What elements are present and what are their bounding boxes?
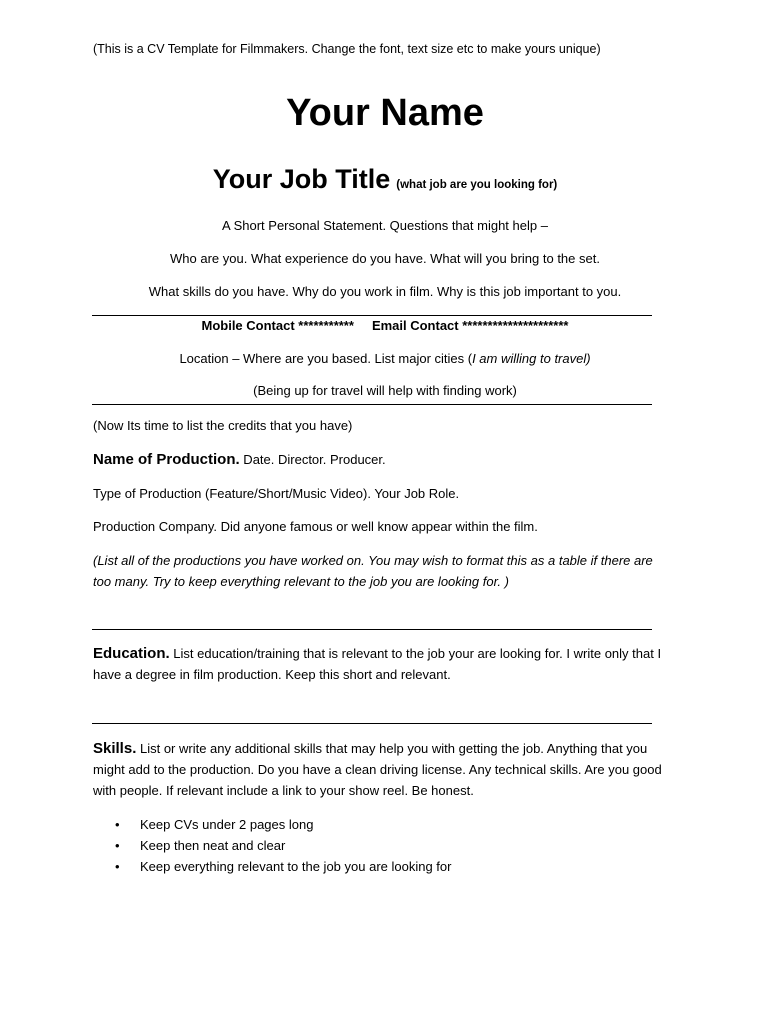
production-heading: Name of Production. (93, 451, 240, 468)
mobile-contact: Mobile Contact *********** (201, 318, 354, 333)
location-text: Location – Where are you based. List major cities ( (179, 351, 473, 366)
email-contact: Email Contact ********************* (371, 318, 569, 333)
bullet-icon: • (115, 859, 120, 874)
bullet-icon: • (115, 838, 120, 853)
tips-list (93, 814, 451, 877)
productions-list-note: (List all of the productions you have worked on. You may wish to format this as a table if there are too many. Try to keep everything relevant to the job you are looking for. ) (93, 553, 653, 589)
skills-section (93, 738, 668, 801)
divider-top-contact (92, 315, 652, 316)
job-title-line (0, 164, 770, 195)
job-title: Your Job Title (212, 164, 391, 194)
job-title-hint: (what job are you looking for) (396, 179, 558, 191)
list-item (93, 814, 451, 835)
bullet-icon: • (115, 817, 120, 832)
skills-heading: Skills. (93, 740, 137, 757)
statement-line-3: What skills do you have. Why do you work in film. Why is this job important to you. (148, 284, 622, 299)
production-line (93, 451, 386, 468)
skills-text: List or write any additional skills that may help you with getting the job. Anything that you might add to the production. Do you have a clean driving license. Any technical skills. Are you good with people. If relevant include a link to your show reel. Be honest. (93, 741, 662, 798)
education-section (93, 643, 668, 685)
list-item-text: Keep everything relevant to the job you are looking for (140, 859, 452, 874)
statement-line-1: A Short Personal Statement. Questions that might help – (222, 218, 548, 233)
contact-line (0, 318, 770, 333)
name-heading: Your Name (286, 92, 484, 134)
education-text: List education/training that is relevant to the job your are looking for. I write only that I have a degree in film production. Keep this short and relevant. (93, 646, 662, 682)
education-heading: Education. (93, 645, 170, 662)
list-item-text: Keep CVs under 2 pages long (140, 817, 314, 832)
divider-education (92, 629, 652, 630)
production-company-line: Production Company. Did anyone famous or well know appear within the film. (93, 519, 538, 534)
template-note: (This is a CV Template for Filmmakers. Change the font, text size etc to make yours unique) (93, 42, 601, 56)
divider-bottom-contact (92, 404, 652, 405)
list-item-text: Keep then neat and clear (140, 838, 286, 853)
list-item (93, 856, 451, 877)
production-type-line: Type of Production (Feature/Short/Music Video). Your Job Role. (93, 486, 460, 501)
production-details: Date. Director. Producer. (239, 452, 386, 467)
divider-skills (92, 723, 652, 724)
statement-line-2: Who are you. What experience do you have. What will you bring to the set. (170, 251, 600, 266)
list-item (93, 835, 451, 856)
location-line (0, 351, 770, 366)
travel-note: (Being up for travel will help with finding work) (253, 383, 517, 398)
credits-intro: (Now Its time to list the credits that you have) (93, 418, 353, 433)
travel-willing-text: I am willing to travel) (472, 351, 591, 366)
